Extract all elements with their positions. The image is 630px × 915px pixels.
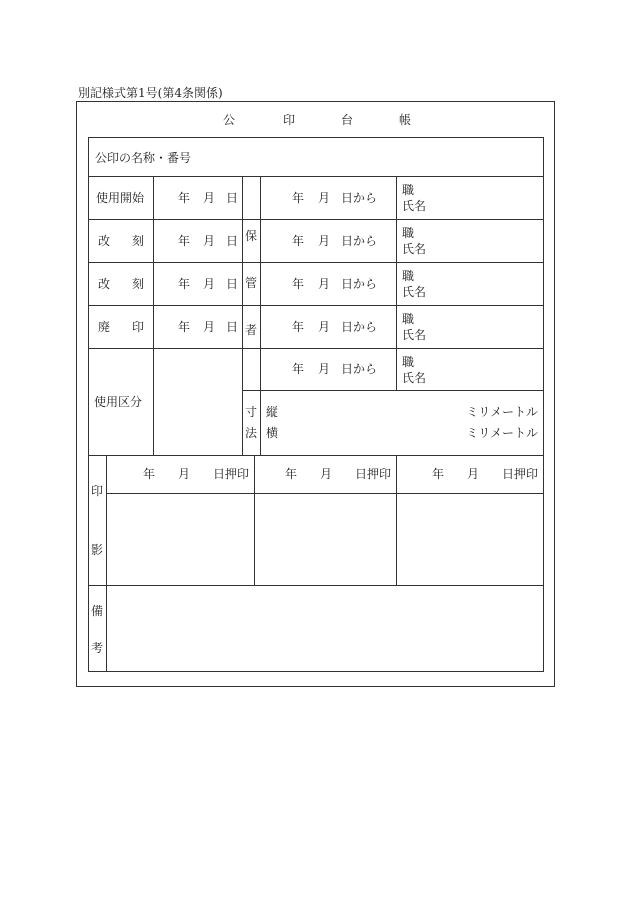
row-label-revise: 刻 — [132, 234, 145, 248]
seal-name-label: 公印の名称・番号 — [95, 151, 192, 165]
row-label-abolish: 廃 — [98, 320, 111, 334]
row-label-abolish: 印 — [132, 320, 145, 334]
form-outer-frame — [76, 101, 555, 687]
row-label-usage: 使用区分 — [94, 395, 143, 409]
remarks-label: 考 — [90, 641, 103, 655]
remarks-label: 備 — [90, 604, 103, 618]
form-title — [223, 113, 423, 129]
row-label-revise: 改 — [98, 234, 111, 248]
size-label: 寸 — [244, 405, 257, 419]
custodian-label: 者 — [244, 323, 257, 337]
custodian-label: 保 — [244, 229, 257, 243]
title-char: 公 — [223, 113, 236, 127]
impression-label: 印 — [90, 484, 103, 498]
size-vertical-unit: ミリメートル — [466, 405, 538, 419]
size-horizontal-label: 横 — [266, 426, 279, 440]
custodian-label: 管 — [244, 276, 257, 290]
size-vertical-label: 縦 — [266, 405, 279, 419]
title-char: 印 — [283, 113, 296, 127]
form-caption: 別記様式第1号(第4条関係) — [78, 86, 223, 100]
size-horizontal-unit: ミリメートル — [466, 426, 538, 440]
impression-label: 影 — [90, 543, 103, 557]
row-label-revise: 刻 — [132, 277, 145, 291]
title-char: 台 — [341, 113, 354, 127]
size-label: 法 — [244, 426, 257, 440]
title-char: 帳 — [399, 113, 412, 127]
row-label-revise: 改 — [98, 277, 111, 291]
row-label-start: 使用開始 — [96, 191, 145, 205]
